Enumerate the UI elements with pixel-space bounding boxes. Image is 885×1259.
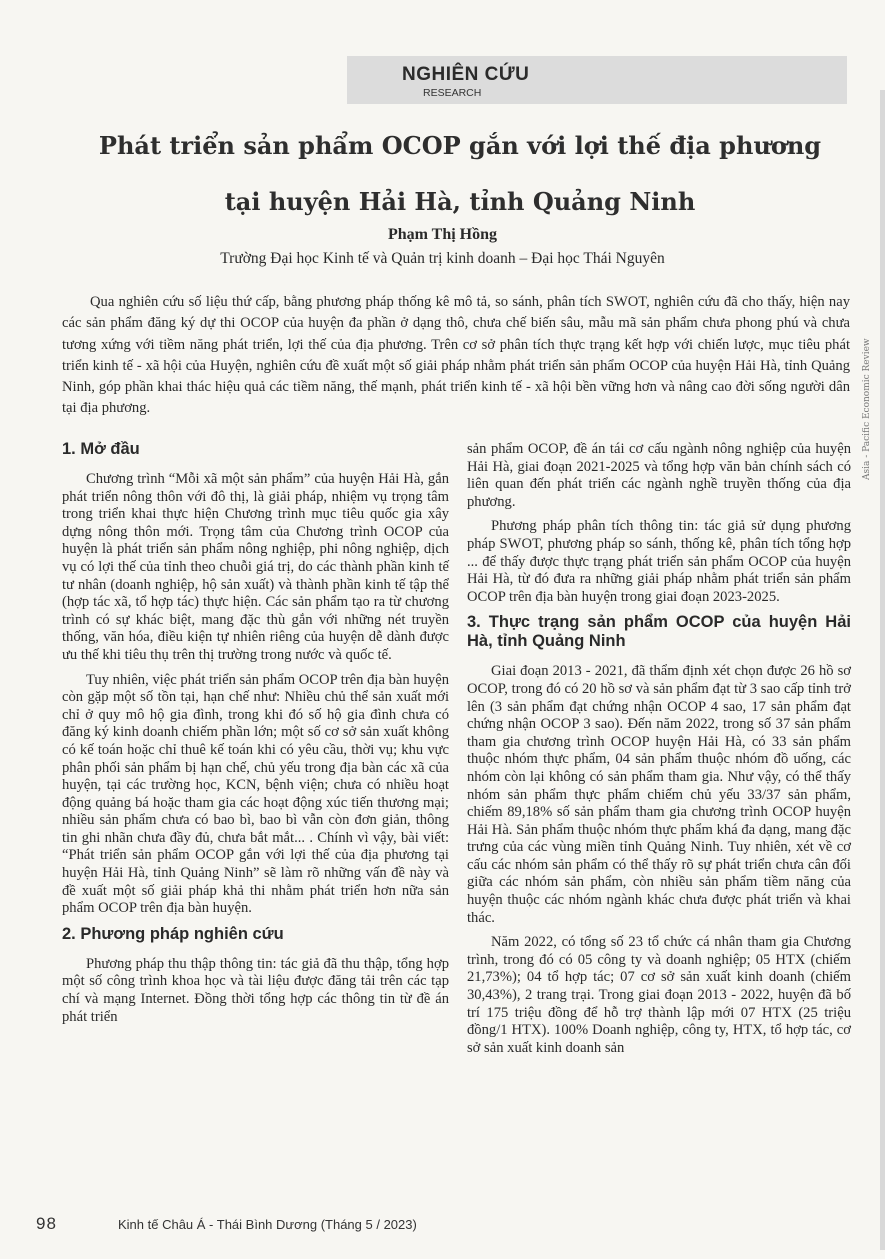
title-line-1: Phát triển sản phẩm OCOP gắn với lợi thế địa phương: [98, 131, 822, 160]
article-title: [60, 118, 860, 230]
paragraph: Chương trình “Mỗi xã một sản phẩm” của huyện Hải Hà, gắn phát triển nông thôn với đô thị, là giải pháp, nhiệm vụ trọng tâm trong triển khai thực hiện Chương trình mục tiêu quốc gia xây dựng nông thôn mới. Trọng tâm của Chương trình OCOP của huyện là phát triển sản phẩm nông nghiệp, phi nông nghiệp, dịch vụ có lợi thế của tỉnh theo chuỗi giá trị, do các thành phần kinh tế tư nhân (doanh nghiệp, hộ sản xuất) và thành phần kinh tế tập thể (hợp tác xã, tổ hợp tác) thực hiện. Các sản phẩm tạo ra từ chương trình có sự khác biệt, mang đặc thù gắn với những nét truyền thống, văn hóa, điều kiện tự nhiên riêng của huyện dễ dành được ưu thế khi tiêu thụ trên thị trường trong nước và quốc tế.: [62, 471, 449, 663]
paragraph: Phương pháp thu thập thông tin: tác giả đã thu thập, tổng hợp một số công trình khoa học và tài liệu được đăng tải trên các tạp chí và mạng Internet. Đồng thời tổng hợp các thông tin từ đề án phát triển: [62, 955, 449, 1025]
title-line-2: tại huyện Hải Hà, tỉnh Quảng Ninh: [224, 187, 696, 216]
footer-journal: Kinh tế Châu Á - Thái Bình Dương (Tháng 5 / 2023): [118, 1217, 417, 1232]
author-affiliation: Trường Đại học Kinh tế và Quản trị kinh doanh – Đại học Thái Nguyên: [220, 250, 665, 267]
heading-current-state: 3. Thực trạng sản phẩm OCOP của huyện Hải Hà, tỉnh Quảng Ninh: [467, 613, 851, 651]
paragraph: sản phẩm OCOP, đề án tái cơ cấu ngành nông nghiệp của huyện Hải Hà, giai đoạn 2021-2025 và tổng hợp văn bản chính sách có liên quan đến phát triển các ngành nghề truyền thống của địa phương.: [467, 441, 851, 510]
abstract: Qua nghiên cứu số liệu thứ cấp, bằng phương pháp thống kê mô tả, so sánh, phân tích SWOT, nghiên cứu đã cho thấy, hiện nay các sản phẩm đăng ký dự thi OCOP của huyện đa phần ở dạng thô, chưa chế biến sâu, mẫu mã sản phẩm chưa phong phú và chưa tương xứng với tiềm năng phát triển, lợi thế của địa phương. Trên cơ sở phân tích thực trạng kết hợp với chiến lược, mục tiêu phát triển kinh tế - xã hội của Huyện, nghiên cứu đề xuất một số giải pháp nhằm phát triển sản phẩm OCOP của huyện Hải Hà, tỉnh Quảng Ninh, góp phần khai thác hiệu quả các tiềm năng, thế mạnh, phát triển kinh tế - xã hội bền vững hơn và nâng cao đời sống người dân tại địa phương.: [62, 294, 850, 417]
right-column: [467, 441, 851, 1064]
author-name: Phạm Thị Hồng: [387, 226, 498, 243]
side-journal-name: Asia - Pacific Economic Review: [862, 338, 872, 480]
heading-methods: 2. Phương pháp nghiên cứu: [62, 924, 284, 943]
section-label: NGHIÊN CỨU: [402, 64, 530, 85]
page-footer: [0, 1210, 885, 1240]
left-column: [62, 440, 449, 1033]
paragraph: Năm 2022, có tổng số 23 tổ chức cá nhân tham gia Chương trình, trong đó có 05 công ty và doanh nghiệp; 05 HTX (chiếm 21,73%); 04 tổ hợp tác; 07 cơ sở sản xuất kinh doanh (chiếm 30,43%), 2 trang trại. Trong giai đoạn 2013 - 2022, huyện đã bố trí 175 triệu đồng để hỗ trợ thành lập mới 07 HTX (25 triệu đồng/1 HTX). 100% Doanh nghiệp, công ty, HTX, tổ hợp tác, cơ sở sản xuất kinh doanh sản: [467, 934, 851, 1056]
paragraph: Phương pháp phân tích thông tin: tác giả sử dụng phương pháp SWOT, phương pháp so sánh, thống kê, phân tích tổng hợp ... để thấy được thực trạng phát triển sản phẩm OCOP của huyện Hải Hà, từ đó đưa ra những giải pháp nhằm phát triển sản phẩm OCOP trên địa bàn huyện trong giai đoạn 2023-2025.: [467, 518, 851, 605]
section-label-en: RESEARCH: [423, 87, 482, 99]
section-tag: [347, 56, 847, 104]
paragraph: Tuy nhiên, việc phát triển sản phẩm OCOP trên địa bàn huyện còn gặp một số tồn tại, hạn chế như: Nhiều chủ thể sản xuất mới chỉ ở quy mô hộ gia đình, trong khi đó số hộ gia đình chưa có đăng ký kinh doanh chiếm phần lớn; một số cơ sở sản xuất không có kế toán hoặc chỉ thuê kế toán khi có yêu cầu, thời vụ; khu vực phân phối sản phẩm bị hạn chế, chủ yếu trong địa bàn các xã của huyện, tại các trường học, KCN, bệnh viện; chưa có nhiều hoạt động quảng bá hoặc tham gia các hoạt động xúc tiến thương mại; nhiều sản phẩm chưa có bao bì, bao bì vẫn còn đơn giản, thông tin ghi nhãn chưa đầy đủ, chưa bắt mắt... . Chính vì vậy, bài viết: “Phát triển sản phẩm OCOP gắn với lợi thế của địa phương tại huyện Hải Hà, tỉnh Quảng Ninh” sẽ làm rõ những vấn đề này và đề xuất một số giải pháp khả thi nhằm phát triển hơn nữa sản phẩm OCOP trên địa bàn huyện.: [62, 671, 449, 917]
page-number: 98: [36, 1214, 57, 1233]
paragraph: Giai đoạn 2013 - 2021, đã thẩm định xét chọn được 26 hồ sơ OCOP, trong đó có 20 hồ sơ và sản phẩm đạt từ 3 sao cấp tỉnh trở lên (3 sản phẩm đạt chứng nhận OCOP 4 sao, 17 sản phẩm đạt chứng nhận OCOP 3 sao). Đến năm 2022, trong số 37 sản phẩm tham gia chương trình OCOP huyện Hải Hà, có 33 sản phẩm thuộc nhóm thực phẩm, 04 sản phẩm thuộc nhóm đồ uống, các nhóm còn lại không có sản phẩm tham gia. Như vậy, có thể thấy nhóm sản phẩm thực phẩm chiếm chủ yếu 33/37 sản phẩm, chiếm 89,18% số sản phẩm tham gia chương trình OCOP huyện Hải Hà. Sản phẩm thuộc nhóm thực phẩm khá đa dạng, mang đặc trưng của các vùng miền tỉnh Quảng Ninh. Tuy nhiên, xét về cơ cấu các nhóm sản phẩm có thể thấy rõ sự phát triển chưa cân đối giữa các nhóm sản phẩm, còn nhiều sản phẩm tiềm năng của huyện thuộc các nhóm ngành khác chưa được phát triển và khai thác.: [467, 663, 851, 926]
heading-introduction: 1. Mở đầu: [62, 440, 140, 458]
